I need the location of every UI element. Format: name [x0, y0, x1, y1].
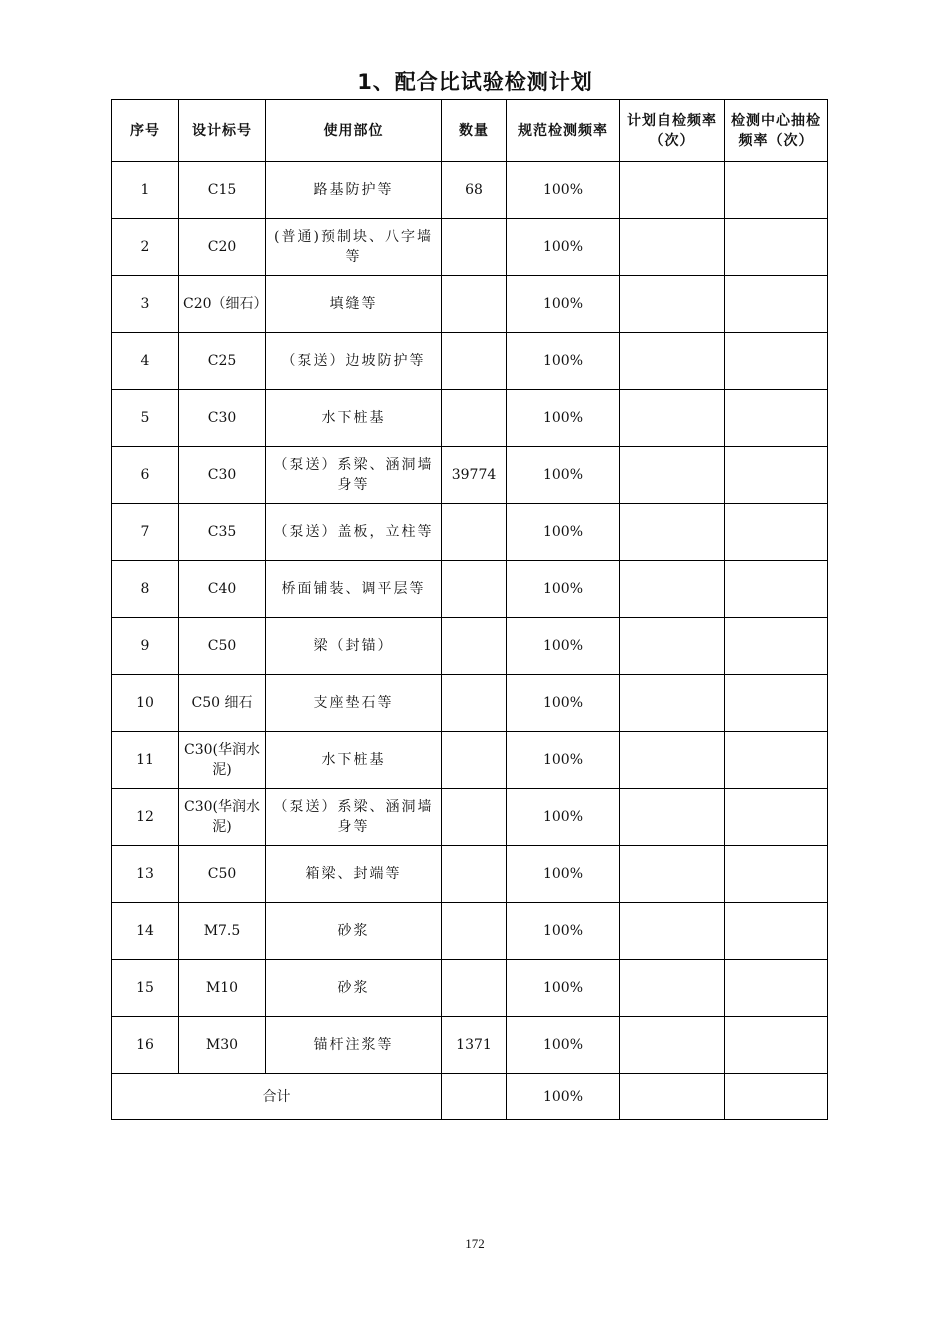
- cell-center-check: [725, 732, 828, 789]
- table-row: [112, 390, 828, 447]
- cell-self-check: [620, 162, 725, 219]
- cell-center-check: [725, 675, 828, 732]
- cell-grade: C30(华润水泥): [179, 789, 266, 846]
- cell-norm-frequency: 100%: [507, 732, 620, 789]
- cell-grade: C50 细石: [179, 675, 266, 732]
- cell-grade: C15: [179, 162, 266, 219]
- cell-qty: [442, 219, 507, 276]
- cell-center-check: [725, 219, 828, 276]
- header-self-check-frequency: 计划自检频率（次）: [620, 100, 725, 162]
- cell-grade: C20: [179, 219, 266, 276]
- table-row: [112, 903, 828, 960]
- table-row: [112, 789, 828, 846]
- cell-grade: C30: [179, 390, 266, 447]
- cell-center-check: [725, 903, 828, 960]
- cell-qty: [442, 960, 507, 1017]
- cell-center-check: [725, 333, 828, 390]
- table-row: [112, 162, 828, 219]
- cell-seq: 10: [112, 675, 179, 732]
- cell-center-check: [725, 789, 828, 846]
- cell-norm-frequency: 100%: [507, 390, 620, 447]
- cell-center-check: [725, 162, 828, 219]
- cell-location: （泵送）系梁、涵洞墙身等: [266, 447, 442, 504]
- total-label: 合计: [112, 1074, 442, 1120]
- cell-center-check: [725, 618, 828, 675]
- cell-location: （泵送）盖板，立柱等: [266, 504, 442, 561]
- cell-grade: M30: [179, 1017, 266, 1074]
- cell-seq: 1: [112, 162, 179, 219]
- cell-norm-frequency: 100%: [507, 447, 620, 504]
- cell-self-check: [620, 219, 725, 276]
- table-row: [112, 219, 828, 276]
- cell-self-check: [620, 504, 725, 561]
- cell-location: 砂浆: [266, 960, 442, 1017]
- cell-self-check: [620, 561, 725, 618]
- cell-norm-frequency: 100%: [507, 846, 620, 903]
- cell-qty: [442, 789, 507, 846]
- cell-qty: [442, 846, 507, 903]
- cell-grade: C50: [179, 618, 266, 675]
- page-title: 1、配合比试验检测计划: [357, 70, 593, 94]
- total-self: [620, 1074, 725, 1120]
- table-row: [112, 846, 828, 903]
- cell-seq: 4: [112, 333, 179, 390]
- cell-location: 箱梁、封端等: [266, 846, 442, 903]
- cell-grade: C25: [179, 333, 266, 390]
- cell-center-check: [725, 561, 828, 618]
- cell-qty: [442, 675, 507, 732]
- cell-self-check: [620, 390, 725, 447]
- cell-location: 砂浆: [266, 903, 442, 960]
- cell-qty: 1371: [442, 1017, 507, 1074]
- cell-grade: C40: [179, 561, 266, 618]
- cell-location: 锚杆注浆等: [266, 1017, 442, 1074]
- cell-qty: [442, 276, 507, 333]
- table-row: [112, 960, 828, 1017]
- cell-seq: 12: [112, 789, 179, 846]
- header-grade: 设计标号: [179, 100, 266, 162]
- cell-self-check: [620, 276, 725, 333]
- header-center-check-frequency: 检测中心抽检频率（次）: [725, 100, 828, 162]
- cell-center-check: [725, 846, 828, 903]
- table-row: [112, 1017, 828, 1074]
- table-row: [112, 333, 828, 390]
- cell-norm-frequency: 100%: [507, 162, 620, 219]
- page-number: 172: [465, 1236, 485, 1251]
- cell-seq: 6: [112, 447, 179, 504]
- cell-location: 梁（封锚）: [266, 618, 442, 675]
- table-body: [112, 162, 828, 1074]
- cell-location: （泵送）系梁、涵洞墙身等: [266, 789, 442, 846]
- cell-grade: C35: [179, 504, 266, 561]
- total-row: [112, 1074, 828, 1120]
- header-row: [112, 100, 828, 162]
- cell-seq: 16: [112, 1017, 179, 1074]
- cell-self-check: [620, 618, 725, 675]
- cell-self-check: [620, 789, 725, 846]
- cell-qty: 68: [442, 162, 507, 219]
- cell-qty: 39774: [442, 447, 507, 504]
- cell-norm-frequency: 100%: [507, 561, 620, 618]
- cell-norm-frequency: 100%: [507, 960, 620, 1017]
- cell-norm-frequency: 100%: [507, 276, 620, 333]
- cell-grade: C30(华润水泥): [179, 732, 266, 789]
- cell-seq: 2: [112, 219, 179, 276]
- cell-seq: 9: [112, 618, 179, 675]
- cell-norm-frequency: 100%: [507, 1017, 620, 1074]
- total-center: [725, 1074, 828, 1120]
- cell-norm-frequency: 100%: [507, 903, 620, 960]
- cell-qty: [442, 504, 507, 561]
- cell-center-check: [725, 504, 828, 561]
- cell-self-check: [620, 846, 725, 903]
- cell-grade: M10: [179, 960, 266, 1017]
- cell-seq: 14: [112, 903, 179, 960]
- header-norm-frequency: 规范检测频率: [507, 100, 620, 162]
- cell-seq: 7: [112, 504, 179, 561]
- cell-location: 水下桩基: [266, 732, 442, 789]
- cell-center-check: [725, 1017, 828, 1074]
- cell-seq: 8: [112, 561, 179, 618]
- table-row: [112, 561, 828, 618]
- header-location: 使用部位: [266, 100, 442, 162]
- cell-qty: [442, 390, 507, 447]
- cell-seq: 11: [112, 732, 179, 789]
- header-qty: 数量: [442, 100, 507, 162]
- cell-self-check: [620, 903, 725, 960]
- table-row: [112, 618, 828, 675]
- cell-norm-frequency: 100%: [507, 504, 620, 561]
- cell-qty: [442, 618, 507, 675]
- cell-norm-frequency: 100%: [507, 219, 620, 276]
- cell-seq: 3: [112, 276, 179, 333]
- cell-self-check: [620, 447, 725, 504]
- cell-grade: C50: [179, 846, 266, 903]
- table-row: [112, 675, 828, 732]
- cell-location: （泵送）边坡防护等: [266, 333, 442, 390]
- header-seq: 序号: [112, 100, 179, 162]
- cell-qty: [442, 333, 507, 390]
- cell-seq: 15: [112, 960, 179, 1017]
- cell-location: 水下桩基: [266, 390, 442, 447]
- cell-self-check: [620, 732, 725, 789]
- cell-qty: [442, 903, 507, 960]
- table-row: [112, 732, 828, 789]
- cell-norm-frequency: 100%: [507, 675, 620, 732]
- cell-location: 支座垫石等: [266, 675, 442, 732]
- cell-location: (普通)预制块、八字墙等: [266, 219, 442, 276]
- cell-center-check: [725, 447, 828, 504]
- cell-center-check: [725, 390, 828, 447]
- cell-grade: M7.5: [179, 903, 266, 960]
- total-qty: [442, 1074, 507, 1120]
- cell-grade: C20（细石）: [179, 276, 266, 333]
- cell-qty: [442, 732, 507, 789]
- table-row: [112, 504, 828, 561]
- cell-self-check: [620, 1017, 725, 1074]
- cell-norm-frequency: 100%: [507, 333, 620, 390]
- cell-center-check: [725, 960, 828, 1017]
- cell-self-check: [620, 675, 725, 732]
- mix-ratio-test-plan-table: [111, 99, 828, 1120]
- cell-center-check: [725, 276, 828, 333]
- total-norm: 100%: [507, 1074, 620, 1120]
- cell-seq: 13: [112, 846, 179, 903]
- table-row: [112, 447, 828, 504]
- cell-seq: 5: [112, 390, 179, 447]
- cell-location: 桥面铺装、调平层等: [266, 561, 442, 618]
- cell-norm-frequency: 100%: [507, 618, 620, 675]
- cell-grade: C30: [179, 447, 266, 504]
- cell-qty: [442, 561, 507, 618]
- cell-self-check: [620, 333, 725, 390]
- cell-location: 填缝等: [266, 276, 442, 333]
- cell-self-check: [620, 960, 725, 1017]
- cell-norm-frequency: 100%: [507, 789, 620, 846]
- cell-location: 路基防护等: [266, 162, 442, 219]
- table-row: [112, 276, 828, 333]
